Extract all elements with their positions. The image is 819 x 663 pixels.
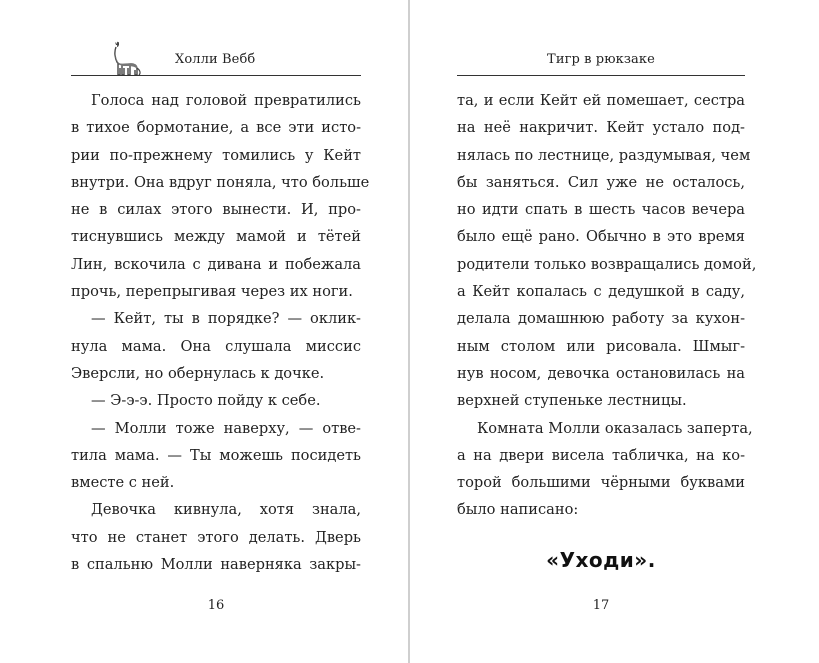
text-line: нула мама. Она слушала миссис [71,337,361,355]
text-line: бы заняться. Сил уже не осталось, [457,173,745,191]
text-line: тила мама. — Ты можешь посидеть [71,446,361,464]
text-line: та, и если Кейт ей помешает, сестра [457,92,745,109]
right-body-text [457,87,757,524]
left-page-number: 16 [207,598,225,613]
text-line: что не станет этого делать. Дверь [71,528,361,546]
text-line: рии по-прежнему томились у Кейт [71,146,361,164]
left-header-rule [71,75,361,76]
text-line: но идти спать в шесть часов вечера [457,201,745,219]
text-line: ным столом или рисовала. Шмыг- [457,337,745,355]
text-line: торой большими чёрными буквами [457,474,745,492]
text-line: внутри. Она вдруг поняла, что больше [71,173,370,191]
text-line: — Э-э-э. Просто пойду к себе. [91,392,321,410]
text-line: — Молли тоже наверху, — отве- [91,419,361,437]
text-line: вместе с ней. [71,474,175,492]
text-line: было написано: [457,501,579,519]
left-body-text [71,87,370,578]
cat-icon [108,40,142,76]
text-line: а Кейт копалась с дедушкой в саду, [457,283,745,301]
text-line: не в силах этого вынести. И, про- [71,201,361,219]
right-running-head-title: Тигр в рюкзаке [547,52,655,67]
text-line: нялась по лестнице, раздумывая, чем [457,146,751,164]
right-running-head [457,52,745,74]
right-page-number: 17 [592,598,610,613]
text-line: на неё накричит. Кейт устало под- [457,119,745,137]
text-line: родители только возвращались домой, [457,255,757,273]
text-line: делала домашнюю работу за кухон- [457,310,745,328]
text-line: Лин, вскочила с дивана и побежала [71,255,361,273]
text-line: верхней ступеньке лестницы. [457,392,687,410]
door-sign-text: «Уходи». [546,548,656,572]
text-line: было ещё рано. Обычно в это время [457,228,745,246]
text-line: а на двери висела табличка, на ко- [457,446,745,464]
text-line: тиснувшись между мамой и тётей [71,228,361,246]
text-line: в тихое бормотание, а все эти исто- [71,119,361,137]
right-page [410,0,819,663]
right-header-rule [457,75,745,76]
text-line: Девочка кивнула, хотя знала, [91,501,361,519]
text-line: Голоса над головой превратились [91,92,361,109]
text-line: Комната Молли оказалась заперта, [477,419,753,437]
left-page [0,0,409,663]
text-line: Эверсли, но обернулась к дочке. [71,364,325,382]
text-line: — Кейт, ты в порядке? — оклик- [91,310,361,328]
left-running-head-title: Холли Вебб [175,52,256,67]
text-line: прочь, перепрыгивая через их ноги. [71,283,353,301]
text-line: в спальню Молли наверняка закры- [71,556,361,574]
text-line: нув носом, девочка остановилась на [457,364,745,382]
